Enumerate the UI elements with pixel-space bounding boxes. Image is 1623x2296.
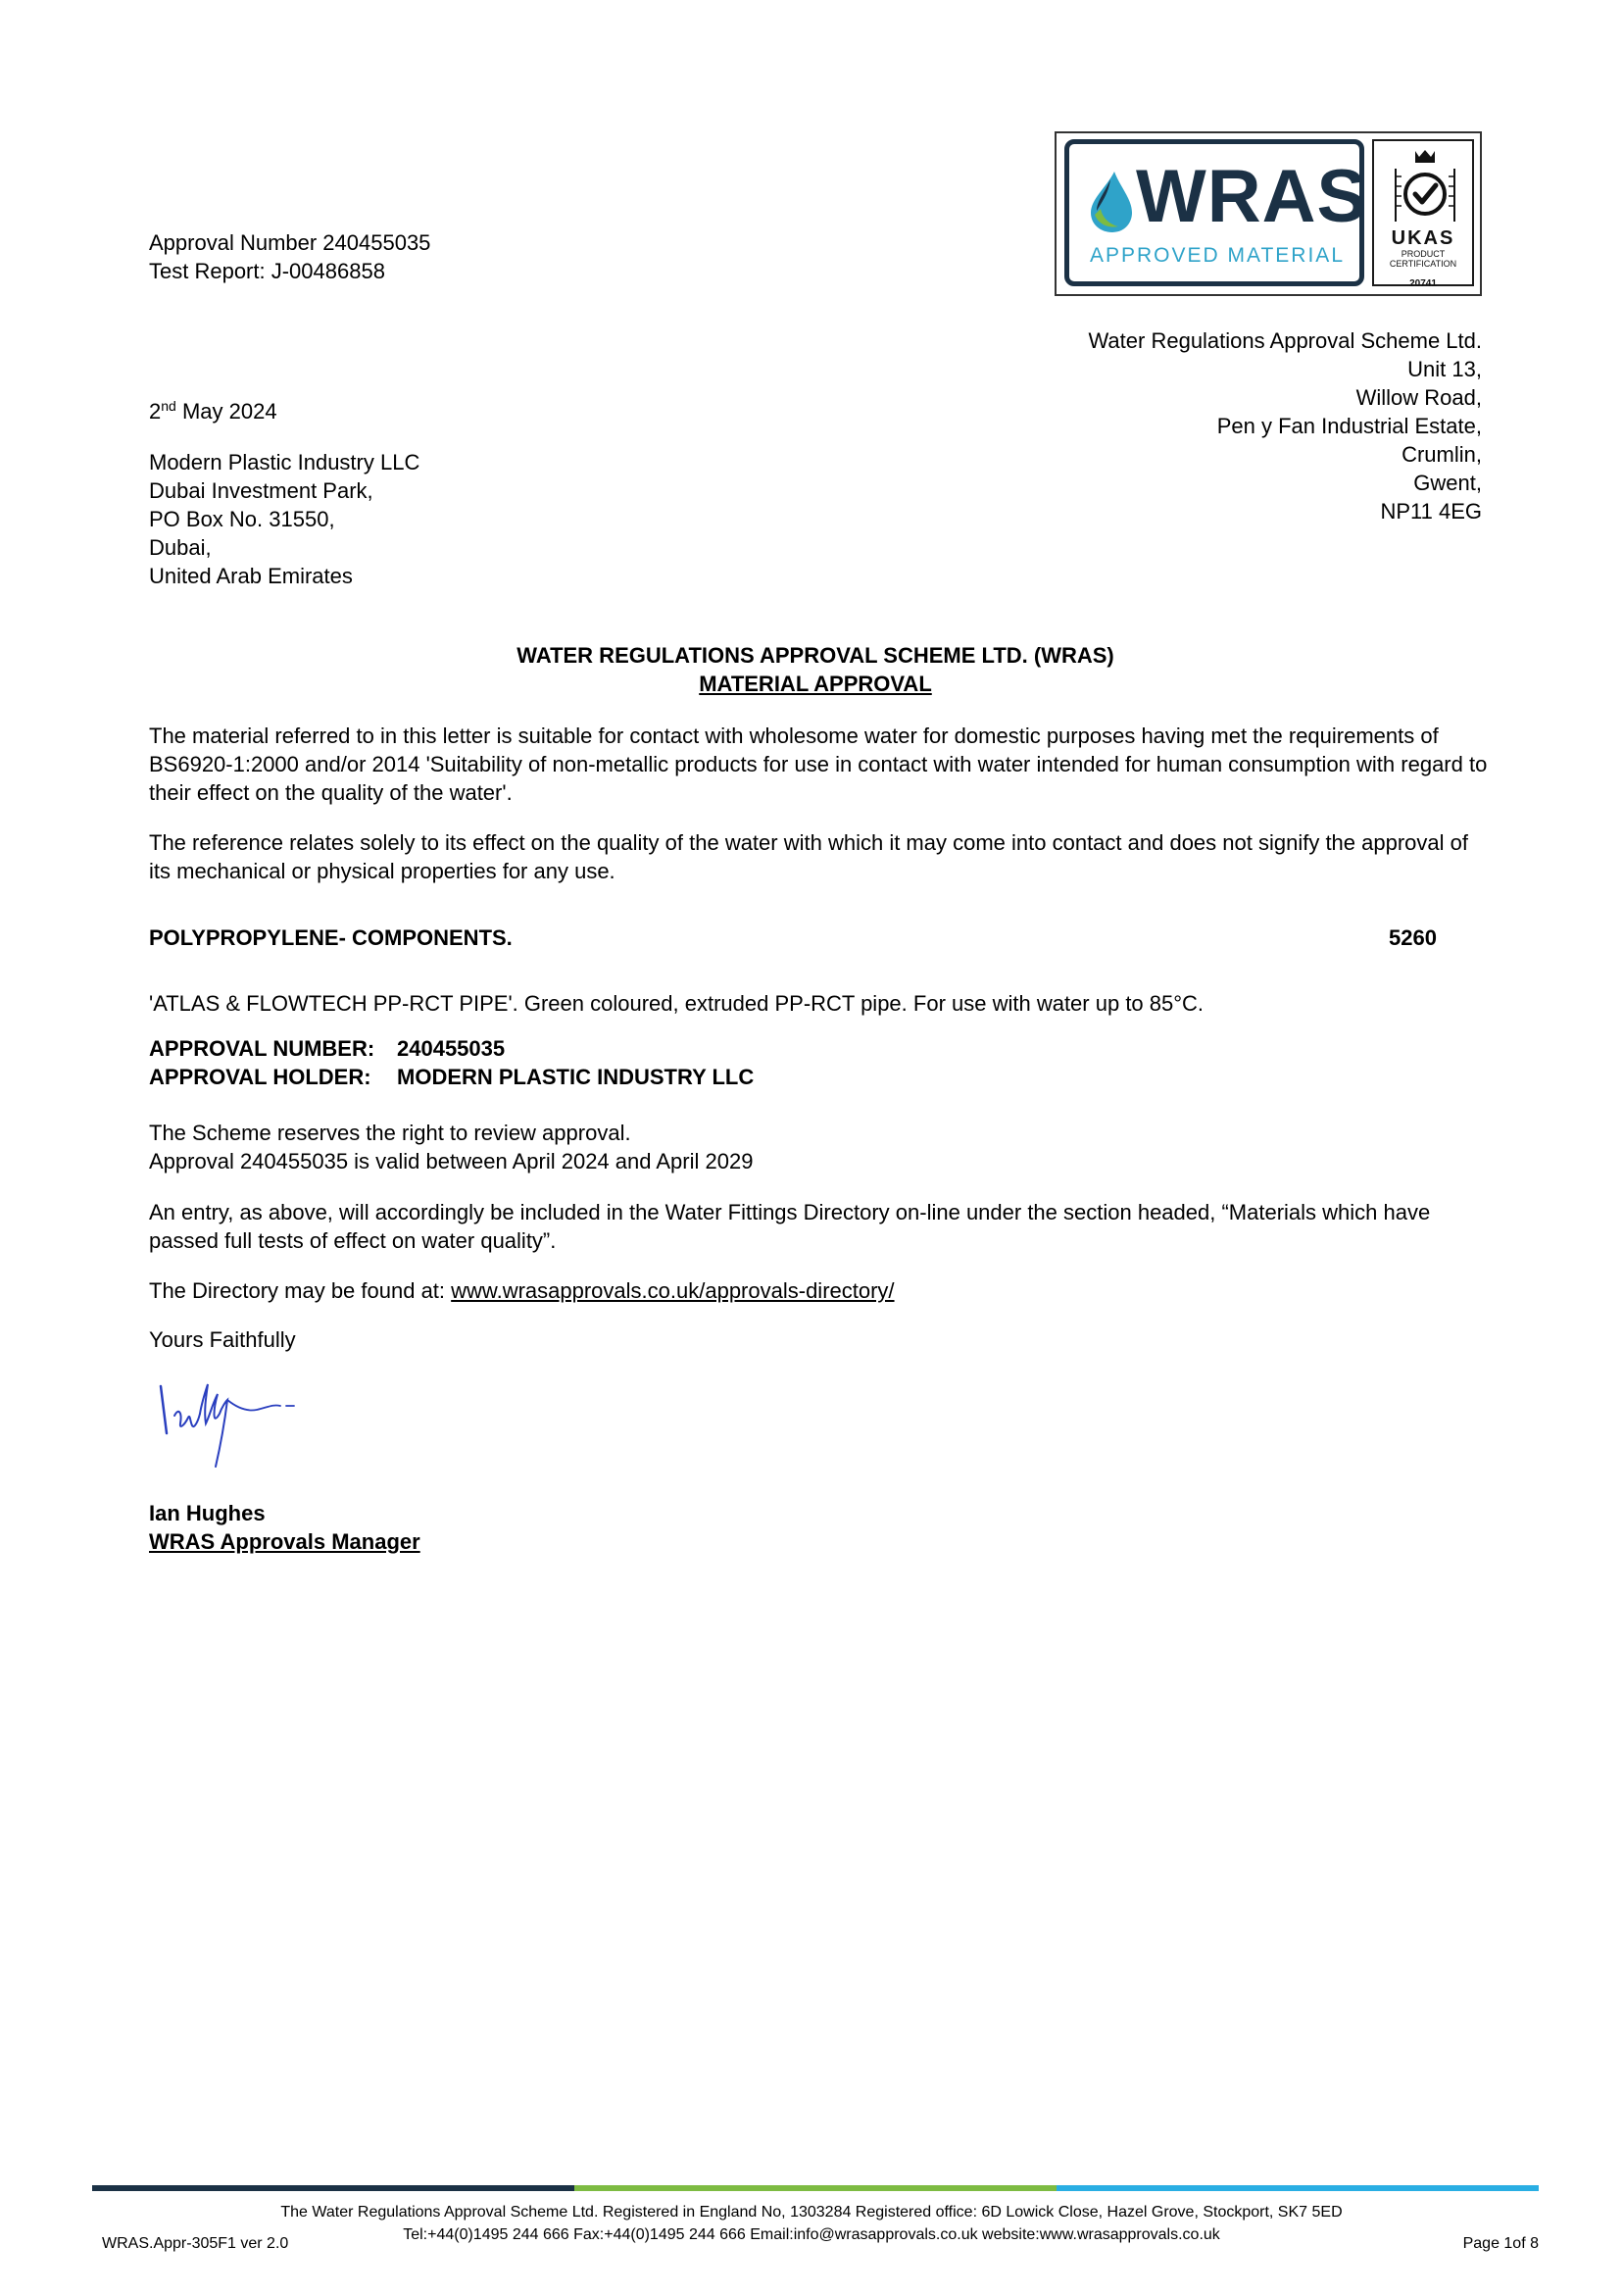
suitability-paragraph: The material referred to in this letter is suitable for contact with wholesome water for domestic purposes having met the requirements of BS6920-1:2000 and/or 2014 'Suitability of non-metallic products for use in contact with water intended for human consumption with regard to their effect on the quality of the water'. xyxy=(149,724,1488,805)
approval-number-ref: Approval Number 240455035 xyxy=(149,230,431,255)
signer-title: WRAS Approvals Manager xyxy=(149,1529,420,1554)
address-line: Gwent, xyxy=(1413,471,1482,495)
signer-name: Ian Hughes xyxy=(149,1501,266,1525)
review-statement: The Scheme reserves the right to review approval. xyxy=(149,1121,631,1145)
product-code: 5260 xyxy=(1389,925,1437,950)
ukas-wordmark: UKAS xyxy=(1391,227,1455,249)
material-approval-title: MATERIAL APPROVAL xyxy=(699,672,932,696)
scheme-title: WATER REGULATIONS APPROVAL SCHEME LTD. (WRAS) xyxy=(516,643,1114,668)
address-line: Dubai Investment Park, xyxy=(149,478,373,503)
address-line: Unit 13, xyxy=(1407,357,1482,381)
address-line: Pen y Fan Industrial Estate, xyxy=(1216,414,1482,438)
ukas-number: 20741 xyxy=(1409,278,1437,289)
footer-contact: Tel:+44(0)1495 244 666 Fax:+44(0)1495 244 666 Email:info@wrasapprovals.co.uk website:www.wrasapprovals.co.uk xyxy=(403,2226,1220,2243)
water-drop-icon xyxy=(1085,170,1136,234)
handwritten-signature xyxy=(149,1373,306,1478)
form-reference: WRAS.Appr-305F1 ver 2.0 xyxy=(102,2235,289,2252)
product-category: POLYPROPYLENE- COMPONENTS. xyxy=(149,925,513,950)
wras-approved-material-mark xyxy=(1064,139,1368,286)
address-line: NP11 4EG xyxy=(1380,499,1482,524)
validity-statement: Approval 240455035 is valid between April 2024 and April 2029 xyxy=(149,1149,754,1173)
address-line: Water Regulations Approval Scheme Ltd. xyxy=(1088,328,1482,353)
wras-ukas-logo xyxy=(1055,131,1482,296)
address-line: Modern Plastic Industry LLC xyxy=(149,450,420,474)
letter-heading xyxy=(149,641,1482,698)
footer-bar-navy xyxy=(92,2185,574,2191)
directory-line: The Directory may be found at: www.wrasapprovals.co.uk/approvals-directory/ xyxy=(149,1278,895,1303)
directory-entry-paragraph: An entry, as above, will accordingly be included in the Water Fittings Directory on-line under the section headed, “Materials which have passed full tests of effect on water quality”. xyxy=(149,1200,1431,1253)
directory-link[interactable]: www.wrasapprovals.co.uk/approvals-directory/ xyxy=(451,1278,895,1303)
address-line: Dubai, xyxy=(149,535,212,560)
validity-block xyxy=(149,1119,753,1175)
crown-checkmark-icon xyxy=(1392,147,1458,227)
footer-bar-green xyxy=(574,2185,1057,2191)
product-category-line xyxy=(149,923,1437,952)
ukas-subtitle: PRODUCT CERTIFICATION xyxy=(1389,249,1457,269)
address-line: United Arab Emirates xyxy=(149,564,353,588)
closing-salutation: Yours Faithfully xyxy=(149,1327,296,1352)
footer-bar-blue xyxy=(1057,2185,1539,2191)
approval-details xyxy=(149,1034,754,1091)
footer-color-bar xyxy=(92,2185,1539,2191)
signer-block xyxy=(149,1499,420,1556)
product-description: 'ATLAS & FLOWTECH PP-RCT PIPE'. Green coloured, extruded PP-RCT pipe. For use with water up to 85°C. xyxy=(149,991,1205,1016)
wras-wordmark: WRAS xyxy=(1136,155,1368,238)
test-report-ref: Test Report: J-00486858 xyxy=(149,259,385,283)
approval-holder-value: MODERN PLASTIC INDUSTRY LLC xyxy=(397,1065,755,1089)
approval-number-label: APPROVAL NUMBER: xyxy=(149,1036,375,1061)
reference-paragraph: The reference relates solely to its effect on the quality of the water with which it may come into contact and does not signify the approval of its mechanical or physical properties for any use. xyxy=(149,830,1468,883)
address-line: Crumlin, xyxy=(1402,442,1482,467)
page-number: Page 1of 8 xyxy=(1462,2235,1539,2252)
letter-date: 2nd May 2024 xyxy=(149,398,277,424)
address-line: Willow Road, xyxy=(1355,385,1482,410)
approval-number-value: 240455035 xyxy=(397,1036,506,1061)
sender-address xyxy=(1088,326,1482,525)
footer-registration: The Water Regulations Approval Scheme Ltd. Registered in England No, 1303284 Registered office: 6D Lowick Close, Hazel Grove, Stockport, SK7 5ED xyxy=(280,2204,1343,2221)
approval-holder-label: APPROVAL HOLDER: xyxy=(149,1065,371,1089)
recipient-address xyxy=(149,448,419,590)
reference-block xyxy=(149,228,430,285)
ukas-mark xyxy=(1372,139,1474,289)
approved-material-tagline: APPROVED MATERIAL xyxy=(1090,244,1345,267)
address-line: PO Box No. 31550, xyxy=(149,507,335,531)
